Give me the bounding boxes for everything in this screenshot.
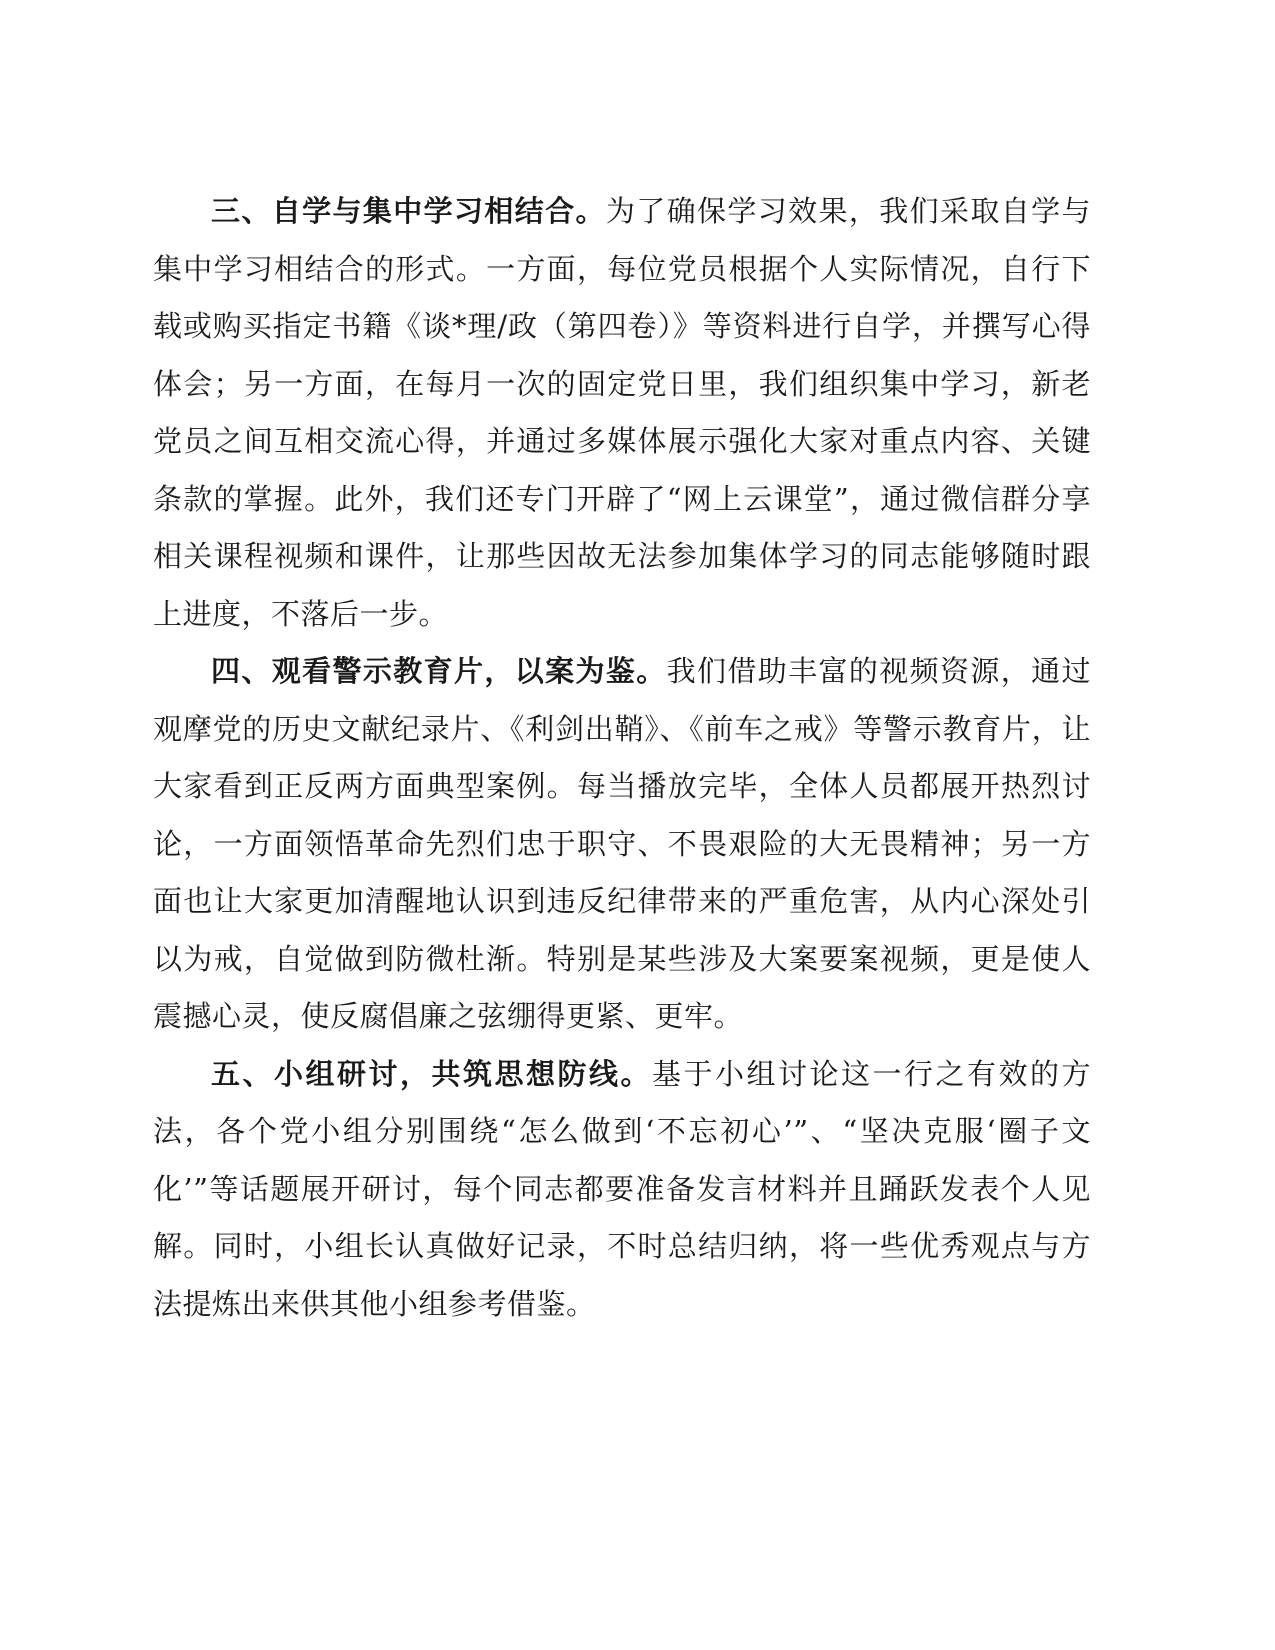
paragraph-warning-films [153,643,1091,1046]
section-heading-four: 四、观看警示教育片，以案为鉴。 [211,654,667,688]
section-heading-three: 三、自学与集中学习相结合。 [211,194,606,228]
section-body-four: 我们借助丰富的视频资源，通过观摩党的历史文献纪录片、《利剑出鞘》、《前车之戒》等警示教育片，让大家看到正反两方面典型案例。每当播放完毕，全体人员都展开热烈讨论，一方面领悟革命先烈们忠于职守、不畏艰险的大无畏精神；另一方面也让大家更加清醒地认识到违反纪律带来的严重危害，从内心深处引以为戒，自觉做到防微杜渐。特别是某些涉及大案要案视频，更是使人震撼心灵，使反腐倡廉之弦绷得更紧、更牢。 [153,654,1091,1033]
section-heading-five: 五、小组研讨，共筑思想防线。 [211,1056,652,1091]
section-body-three: 为了确保学习效果，我们采取自学与集中学习相结合的形式。一方面，每位党员根据个人实际情况，自行下载或购买指定书籍《谈*理/政（第四卷）》等资料进行自学，并撰写心得体会；另一方面，在每月一次的固定党日里，我们组织集中学习，新老党员之间互相交流心得，并通过多媒体展示强化大家对重点内容、关键条款的掌握。此外，我们还专门开辟了“网上云课堂”，通过微信群分享相关课程视频和课件，让那些因故无法参加集体学习的同志能够随时跟上进度，不落后一步。 [153,194,1091,631]
document-body [153,183,1091,1333]
section-body-five: 基于小组讨论这一行之有效的方法，各个党小组分别围绕“怎么做到‘不忘初心’”、“坚决克服‘圈子文化’”等话题展开研讨，每个同志都要准备发言材料并且踊跃发表个人见解。同时，小组长认真做好记录，不时总结归纳，将一些优秀观点与方法提炼出来供其他小组参考借鉴。 [153,1056,1091,1321]
paragraph-self-study [153,183,1091,643]
paragraph-group-discussion [153,1046,1091,1334]
